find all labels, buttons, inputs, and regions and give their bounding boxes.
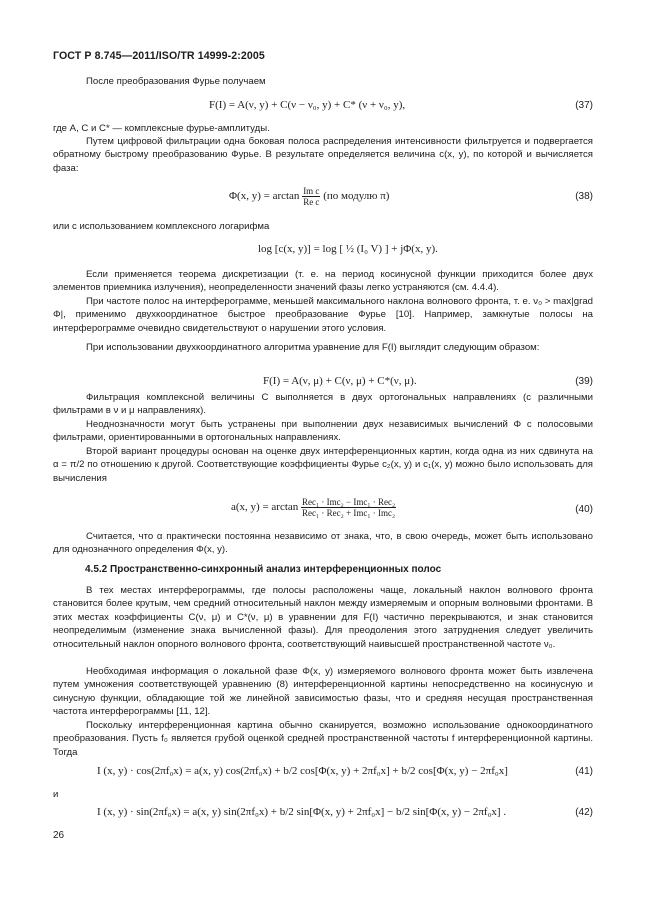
equation-number: (41) (575, 766, 593, 777)
equation-rhs: (по модулю π) (323, 190, 390, 203)
equation-body: F(I) = A(ν, μ) + C(ν, μ) + C*(ν, μ). (263, 375, 417, 387)
page-number: 26 (53, 830, 65, 841)
paragraph: Поскольку интерференционная картина обычно сканируется, возможно использование однокоординатного преобразования. Пусть f₀ является грубой оценкой средней пространственной частоты f интерференционной картины. Тогда (53, 720, 593, 758)
document-header: ГОСТ Р 8.745—2011/ISO/TR 14999-2:2005 (53, 50, 265, 62)
paragraph: Фильтрация комплексной величины C выполняется в двух ортогональных направлениях (с различными фильтрами в ν и μ направлениях). (53, 392, 593, 417)
paragraph: При частоте полос на интерферограмме, меньшей максимального наклона волнового фронта, т. е. ν₀ > max|grad Φ|, применимо двухкоординатное быстрое преобразование Фурье [10]. Например, замкнутые полосы на интерферограмме очевидно свидетельствуют о нарушении этого условия. (53, 296, 593, 334)
equation-body: F(I) = A(ν, y) + C(ν − ν₀, y) + C* (ν + ν₀, y), (209, 99, 406, 111)
equation-number: (38) (575, 191, 593, 202)
paragraph: При использовании двухкоординатного алгоритма уравнение для F(I) выглядит следующим образом: (86, 342, 540, 353)
paragraph: Неоднозначности могут быть устранены при выполнении двух независимых вычислений Φ с полосовыми фильтрами, ориентированными в ортогональных направлениях. (53, 419, 593, 444)
fraction (302, 186, 320, 207)
paragraph: Второй вариант процедуры основан на оценке двух интерференционных картин, когда одна из них сдвинута на α = π/2 по отношению к другой. Соответствующие коэффициенты Фурье c₂(x, y) и c₁(x, y) можно было использовать для вычисления (53, 446, 593, 484)
equation-log (53, 243, 593, 263)
equation-38 (53, 186, 593, 206)
paragraph: Если применяется теорема дискретизации (т. е. на период косинусной функции приходится более двух элементов приемника излучения), неопределенности значений фазы легко устраняются (см. 4.4.4). (53, 269, 593, 294)
paragraph: Считается, что α практически постоянна независимо от знака, что, в свою очередь, может быть использовано для однозначного определения Φ(x, y). (53, 531, 593, 556)
equation-body (231, 497, 396, 518)
equation-number: (37) (575, 100, 593, 111)
fraction-denominator: Rec₁ · Rec₂ + Imc₁ · Imc₂ (302, 508, 396, 518)
equation-lhs: Φ(x, y) = arctan (229, 190, 300, 203)
equation-number: (39) (575, 376, 593, 387)
equation-body (229, 186, 389, 207)
equation-42 (53, 806, 593, 826)
equation-body: log [c(x, y)] = log [ ½ (I₀ V) ] + jΦ(x, y). (258, 243, 438, 255)
paragraph: и (53, 789, 59, 800)
equation-41 (53, 765, 593, 785)
equation-37 (53, 99, 593, 119)
equation-body: I (x, y) · cos(2πf₀x) = a(x, y) cos(2πf₀x) + b/2 cos[Φ(x, y) + 2πf₀x] + b/2 cos[Φ(x, y) − 2πf₀x] (97, 765, 508, 777)
paragraph: где A, C и C* — комплексные фурье-амплитуды. (53, 123, 270, 134)
fraction-denominator: Re c (303, 197, 320, 207)
paragraph: или с использованием комплексного логарифма (53, 221, 270, 232)
equation-number: (40) (575, 504, 593, 515)
paragraph: Необходимая информация о локальной фазе Φ(x, y) измеряемого волнового фронта может быть извлечена путем умножения соответствующей уравнению (8) интерференционной картины непосредственно на косинусную и синусную функции, обладающие той же линейной зависимостью фазы, что и средняя несущая пространственная частота интерферограммы [11, 12]. (53, 666, 593, 718)
fraction-numerator: Rec₁ · Imc₂ − Imc₁ · Rec₂ (302, 497, 396, 507)
paragraph: Путем цифровой фильтрации одна боковая полоса распределения интенсивности фильтруется и подвергается обратному быстрому преобразованию Фурье. В результате определяется величина c(x, y), по которой и вычисляется фаза: (53, 136, 593, 174)
paragraph: После преобразования Фурье получаем (86, 76, 266, 87)
equation-lhs: a(x, y) = arctan (231, 501, 299, 514)
section-heading: 4.5.2 Пространственно-синхронный анализ интерференционных полос (85, 564, 442, 575)
fraction-numerator: Im c (303, 186, 320, 196)
equation-number: (42) (575, 807, 593, 818)
equation-body: I (x, y) · sin(2πf₀x) = a(x, y) sin(2πf₀x) + b/2 sin[Φ(x, y) + 2πf₀x] − b/2 sin[Φ(x, y) − 2πf₀x] . (97, 806, 507, 818)
paragraph: В тех местах интерферограммы, где полосы расположены чаще, локальный наклон волнового фронта становится более крутым, чем средний относительный наклон между измеряемым и опорным волновыми фронтами. В этих местах коэффициенты C(ν, μ) и C*(ν, μ) в уравнении для F(I) частично перекрываются, и знак становится неопределимым (изменение знака вычисленной фазы). Для преодоления этого затруднения следует увеличить относительный наклон опорного волнового фронта, соответствующий наивысшей пространственной частоте ν₀. (53, 585, 593, 650)
equation-40 (53, 497, 593, 517)
fraction (301, 497, 396, 518)
